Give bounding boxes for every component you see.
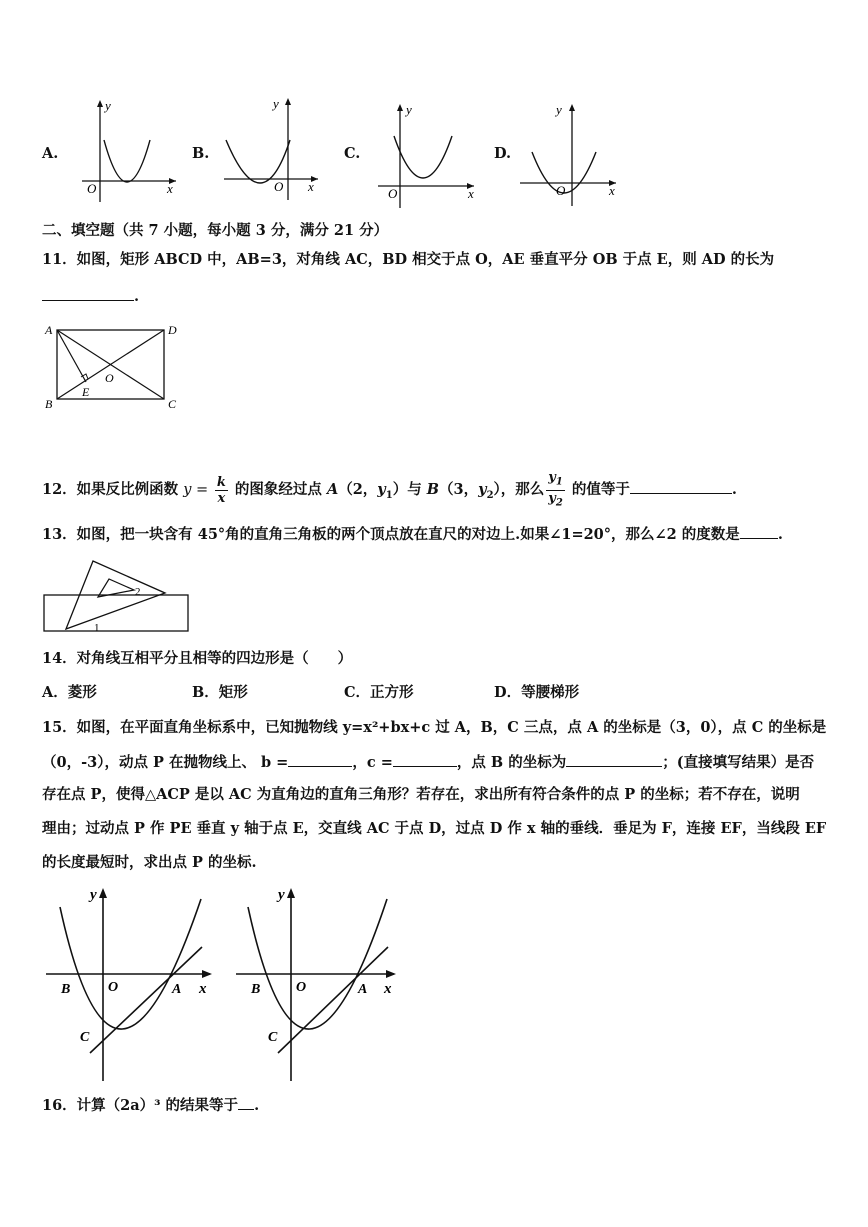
origin-label: O (556, 183, 566, 198)
label-o: O (105, 371, 114, 385)
origin-label: O (87, 181, 97, 196)
point-c-label: C (268, 1030, 278, 1045)
point-b-label: B (61, 982, 71, 997)
point-c-label: C (80, 1030, 90, 1045)
origin-label: O (296, 980, 307, 995)
fraction-k-over-x: $\frac{k}{x}$ (216, 474, 226, 506)
label-c: C (168, 397, 177, 411)
answer-blank[interactable] (630, 478, 732, 494)
point-b-label: B (251, 982, 261, 997)
axis-x-label: x (199, 981, 207, 997)
axis-y-label: y (406, 102, 412, 117)
point-a-label: A (358, 982, 368, 997)
axis-x-label: x (167, 181, 173, 196)
option-b-label: B. (192, 145, 210, 162)
q14-option-d[interactable]: D．等腰梯形 (494, 684, 580, 701)
option-a-graph (80, 96, 180, 206)
q15-line-4: 理由；过动点 P 作 PE 垂直 y 轴于点 E，交直线 AC 于点 D，过点 D 作 x 轴的垂线．垂足为 F，连接 EF，当线段 EF (42, 820, 827, 837)
axis-x-label: x (384, 981, 392, 997)
q15-line-1: 15．如图，在平面直角坐标系中，已知抛物线 y=x²+bx+c 过 A，B，C 三点，点 A 的坐标是（3，0），点 C 的坐标是 (42, 719, 827, 736)
q15-line-2: （0，-3），动点 P 在抛物线上、 b = ，c = ，点 B 的坐标为 ；(直接填写结果）是否 (42, 751, 814, 773)
q12-text: 12．如果反比例函数 y = $\frac{k}{x}$ 的图象经过点 A（2，$y_1$）与 B（3，$y_2$），那么 $\frac{y_1}{y_2}$ 的值等于 . (42, 470, 737, 509)
section-title: 二、填空题（共 7 小题，每小题 3 分，满分 21 分） (42, 222, 389, 239)
axis-y-label: y (278, 887, 285, 903)
angle-1-label: 1 (94, 622, 100, 634)
answer-blank[interactable] (238, 1094, 254, 1110)
q14-option-c[interactable]: C．正方形 (344, 684, 414, 701)
axis-x-label: x (468, 186, 474, 201)
q14-option-b[interactable]: B．矩形 (192, 684, 248, 701)
answer-blank[interactable] (740, 523, 778, 539)
q11-text: 11．如图，矩形 ABCD 中，AB=3，对角线 AC，BD 相交于点 O，AE 垂直平分 OB 于点 E，则 AD 的长为 (42, 251, 775, 268)
axis-y-label: y (90, 887, 97, 903)
axis-y-label: y (105, 98, 111, 113)
q15-line-3: 存在点 P，使得△ACP 是以 AC 为直角边的直角三角形？若存在，求出所有符合条件的点 P 的坐标；若不存在，说明 (42, 786, 800, 803)
axis-y-label: y (556, 102, 562, 117)
option-c-label: C. (344, 145, 361, 162)
q15-graph-right (234, 885, 410, 1085)
q15-line-5: 的长度最短时，求出点 P 的坐标. (42, 854, 257, 871)
axis-x-label: x (609, 183, 615, 198)
q15-graph-left (44, 885, 220, 1085)
q14-text: 14．对角线互相平分且相等的四边形是（ ） (42, 650, 353, 667)
option-a-label: A. (42, 145, 59, 162)
origin-label: O (108, 980, 119, 995)
answer-blank-point-b[interactable] (566, 751, 662, 767)
origin-label: O (274, 179, 284, 194)
option-d-label: D. (494, 145, 512, 162)
label-b: B (45, 397, 53, 411)
label-d: D (168, 323, 177, 337)
q14-option-a[interactable]: A．菱形 (42, 684, 97, 701)
answer-blank-c[interactable] (393, 751, 457, 767)
option-c-graph (376, 100, 480, 210)
option-b-graph (220, 94, 324, 204)
answer-blank-b[interactable] (288, 751, 352, 767)
origin-label: O (388, 186, 398, 201)
label-a: A (45, 323, 53, 337)
point-a-label: A (172, 982, 182, 997)
label-e: E (82, 385, 90, 399)
axis-x-label: x (308, 179, 314, 194)
fraction-y1-over-y2: $\frac{y_1}{y_2}$ (548, 470, 563, 509)
q16-text: 16．计算（2a）³ 的结果等于 . (42, 1094, 259, 1116)
q11-rectangle-figure (40, 318, 190, 414)
answer-blank[interactable] (42, 285, 134, 301)
axis-y-label: y (273, 96, 279, 111)
option-d-graph (518, 100, 622, 210)
q11-answer-line: . (42, 285, 139, 307)
q13-ruler-triangle-figure (40, 553, 195, 635)
angle-2-label: 2 (135, 586, 141, 598)
q13-text: 13．如图，把一块含有 45°角的直角三角板的两个顶点放在直尺的对边上.如果∠1=20°，那么∠2 的度数是 . (42, 523, 783, 545)
